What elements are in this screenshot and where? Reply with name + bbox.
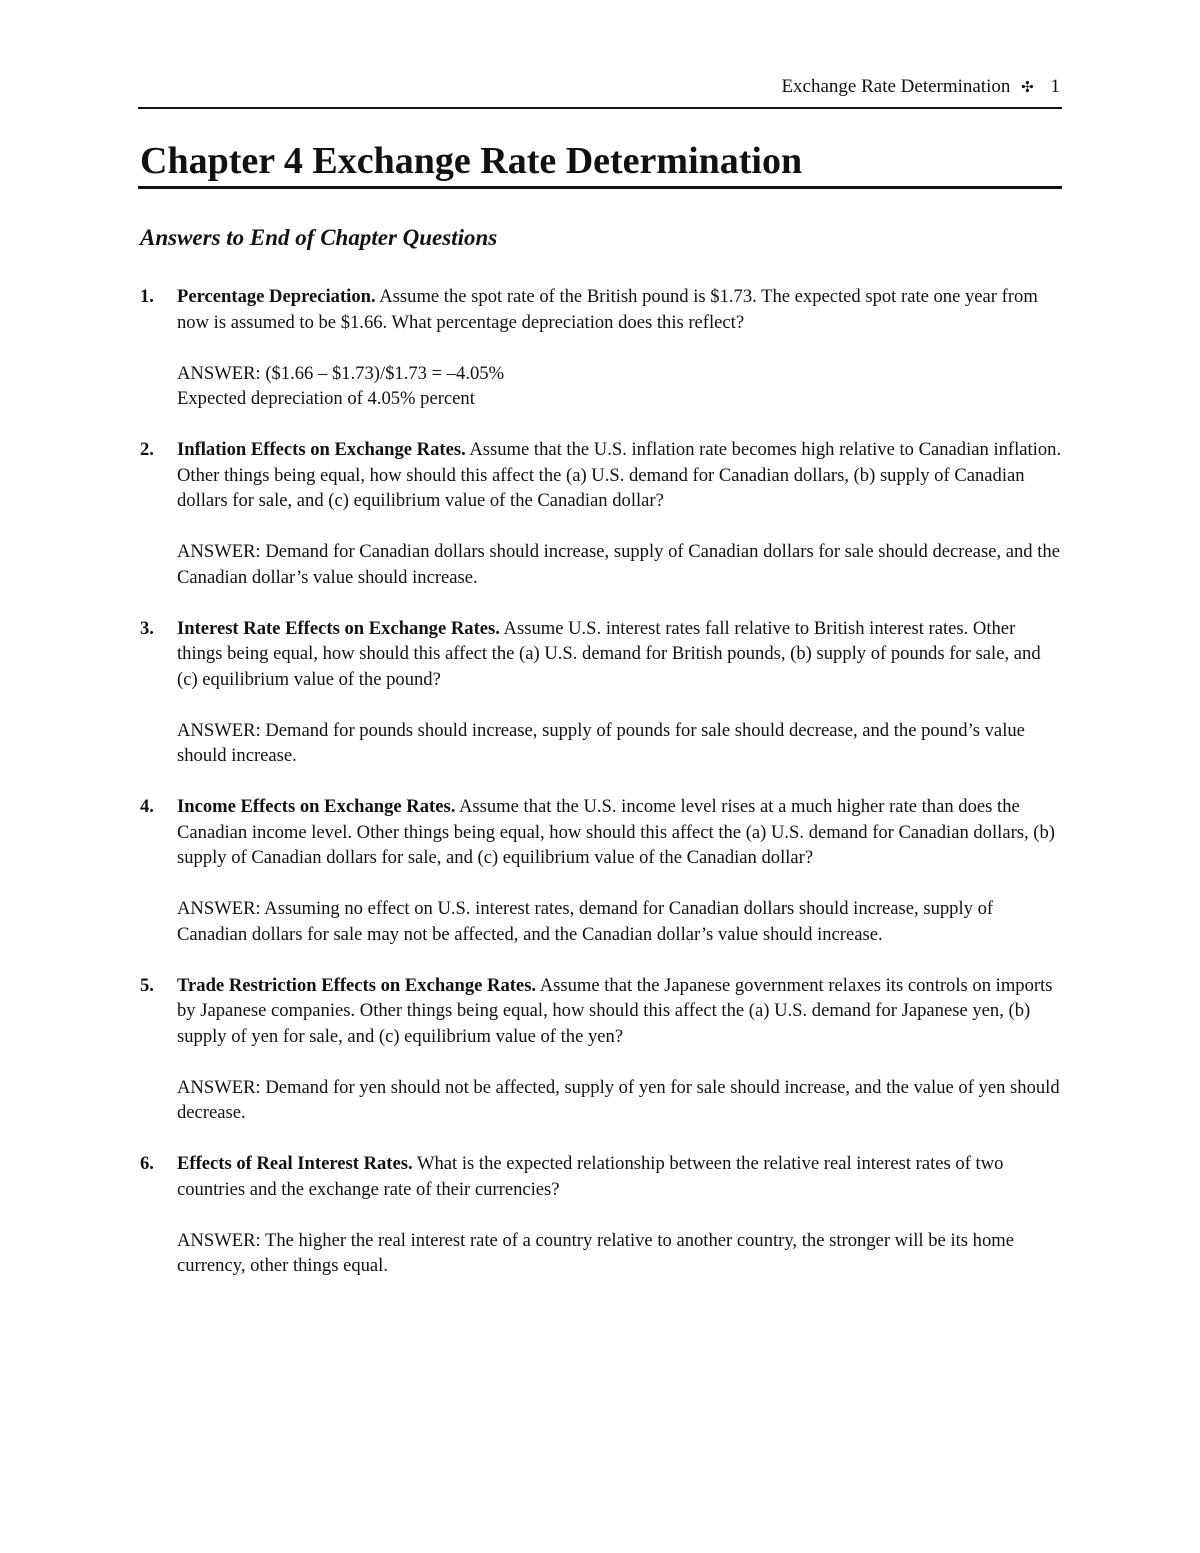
question-body: Assume that the Japanese government relaxes its controls on imports by Japanese companies. Other things being equal, how should this affect the (a) U.S. demand for Japanese yen, (b) supply of yen for sale, and (c) equilibrium value of the yen? (177, 974, 1053, 1047)
question-text (177, 1151, 1062, 1202)
list-item (140, 794, 1062, 947)
chapter-title: Chapter 4 Exchange Rate Determination (140, 140, 803, 182)
question-list (140, 284, 1062, 1304)
title-rule (138, 186, 1062, 189)
question-number: 3. (140, 617, 154, 639)
question-text (177, 284, 1062, 335)
question-number: 6. (140, 1153, 154, 1174)
question-text (177, 973, 1062, 1050)
answer-text: ANSWER: Demand for pounds should increase, supply of pounds for sale should decrease, and the pound’s value should increase. (177, 719, 1025, 766)
list-item (140, 1151, 1062, 1279)
list-item (140, 284, 1062, 412)
question-body: Assume the spot rate of the British pound is $1.73. The expected spot rate one year from now is assumed to be $1.66. What percentage depreciation does this reflect? (177, 286, 1038, 333)
question-text (177, 794, 1062, 871)
question-topic: Trade Restriction Effects on Exchange Rates. (177, 974, 537, 996)
answer-block (177, 896, 1062, 947)
answer-block (177, 1075, 1062, 1126)
question-body: What is the expected relationship between the relative real interest rates of two countries and the exchange rate of their currencies? (177, 1153, 1004, 1200)
list-item (140, 973, 1062, 1126)
question-topic: Interest Rate Effects on Exchange Rates. (177, 617, 500, 639)
question-topic: Percentage Depreciation. (177, 286, 376, 307)
question-number: 5. (140, 974, 154, 996)
separator-icon: ✣ (1021, 80, 1034, 96)
list-item (140, 616, 1062, 769)
question-body: Assume that the U.S. income level rises at a much higher rate than does the Canadian income level. Other things being equal, how should this affect the (a) U.S. demand for Canadian dollars, (b) supply of Canadian dollars for sale, and (c) equilibrium value of the Canadian dollar? (177, 796, 1055, 868)
list-item (140, 437, 1062, 590)
header-rule (138, 107, 1062, 109)
answer-block (177, 361, 1062, 412)
answer-text: ANSWER: Demand for yen should not be affected, supply of yen for sale should increase, and the value of yen should decrease. (177, 1076, 1060, 1123)
answer-text: Expected depreciation of 4.05% percent (177, 388, 475, 409)
question-body: Assume that the U.S. inflation rate becomes high relative to Canadian inflation. Other things being equal, how should this affect the (a) U.S. demand for Canadian dollars, (b) supply of Canadian dollars for sale, and (c) equilibrium value of the Canadian dollar? (177, 439, 1062, 511)
question-number: 4. (140, 796, 154, 817)
section-heading: Answers to End of Chapter Questions (140, 225, 498, 250)
answer-block (177, 1228, 1062, 1279)
question-topic: Inflation Effects on Exchange Rates. (177, 439, 466, 460)
question-text (177, 437, 1062, 514)
question-text (177, 616, 1062, 693)
question-number: 1. (140, 286, 154, 307)
running-header (781, 74, 1060, 101)
question-topic: Income Effects on Exchange Rates. (177, 796, 456, 817)
question-body: Assume U.S. interest rates fall relative to British interest rates. Other things being equal, how should this affect the (a) U.S. demand for British pounds, (b) supply of pounds for sale, and (c) equilibrium value of the pound? (177, 617, 1041, 690)
page-number: 1 (1050, 76, 1060, 97)
answer-text: ANSWER: The higher the real interest rate of a country relative to another country, the stronger will be its home currency, other things equal. (177, 1229, 1014, 1276)
question-topic: Effects of Real Interest Rates. (177, 1153, 413, 1174)
answer-text: ANSWER: ($1.66 – $1.73)/$1.73 = –4.05% (177, 362, 505, 384)
answer-block (177, 539, 1062, 590)
answer-text: ANSWER: Demand for Canadian dollars should increase, supply of Canadian dollars for sale should decrease, and the Canadian dollar’s value should increase. (177, 541, 1060, 588)
answer-text: ANSWER: Assuming no effect on U.S. interest rates, demand for Canadian dollars should increase, supply of Canadian dollars for sale may not be affected, and the Canadian dollar’s value should increase. (177, 898, 994, 945)
answer-block (177, 718, 1062, 769)
running-title: Exchange Rate Determination (781, 76, 1011, 97)
question-number: 2. (140, 439, 154, 460)
